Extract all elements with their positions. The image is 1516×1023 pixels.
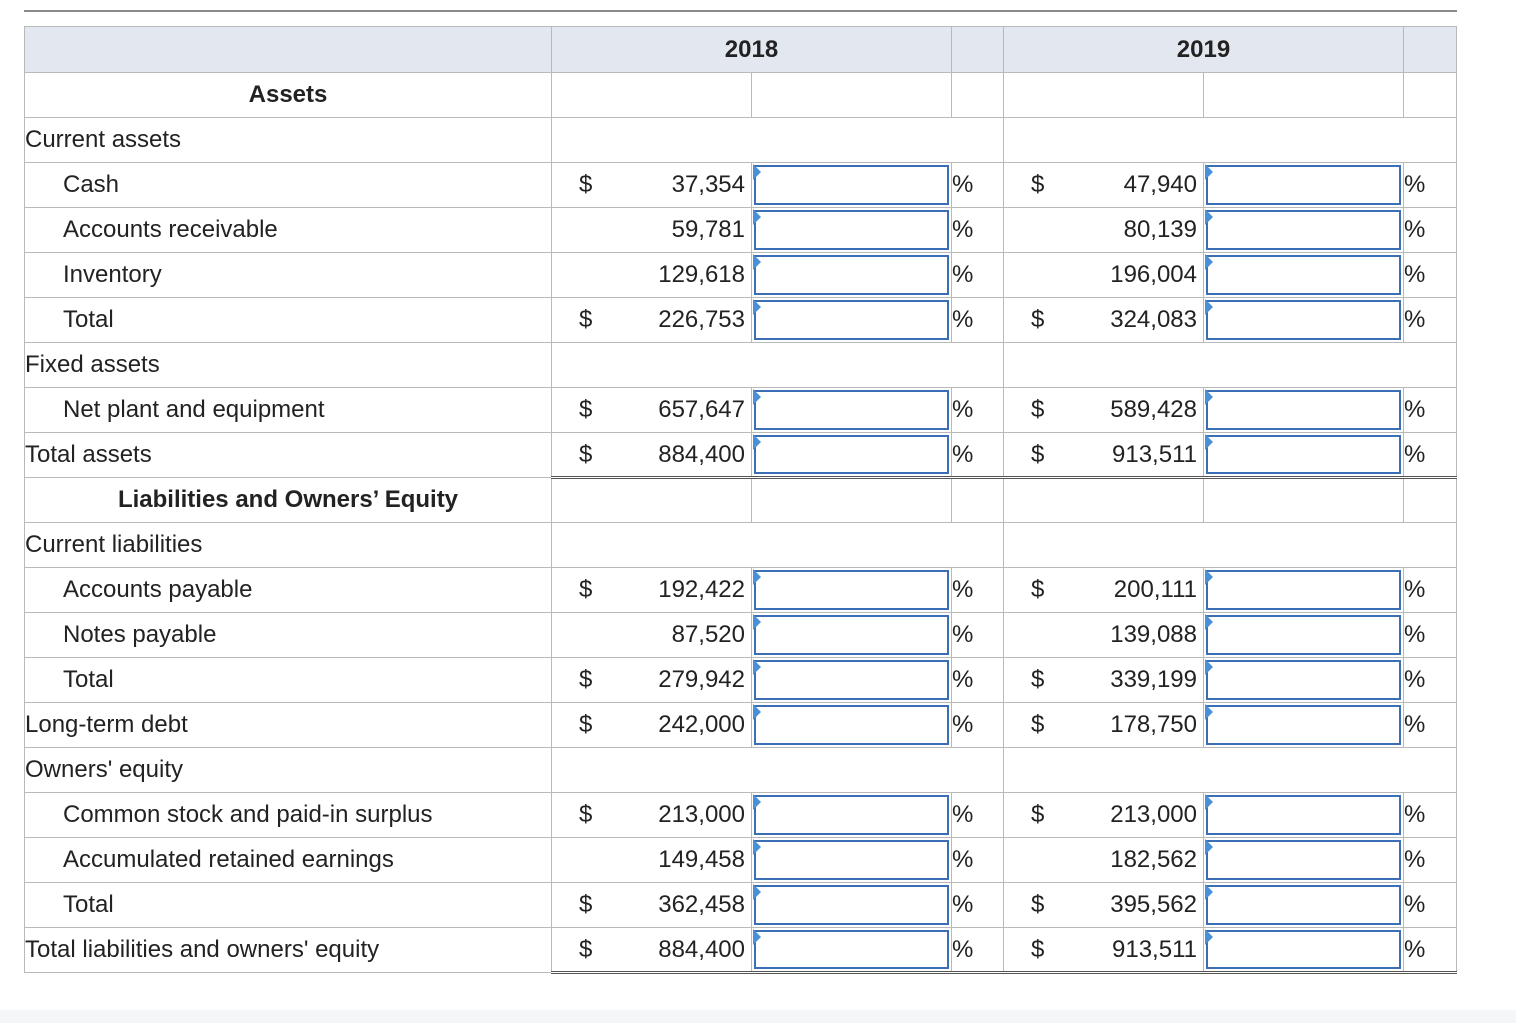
percent-sign: % (952, 208, 1004, 253)
percent-input-2019[interactable] (1204, 658, 1404, 703)
input-flag-icon (1205, 569, 1213, 585)
input-flag-icon (1205, 839, 1213, 855)
percent-input-2018[interactable] (752, 793, 952, 838)
row-label: Long-term debt (25, 703, 552, 748)
input-flag-icon (753, 569, 761, 585)
section-row-fixed-assets (25, 343, 1457, 388)
value-2019: 182,562 (1004, 838, 1204, 883)
dollar-sign: $ (579, 396, 593, 423)
value-2019: 139,088 (1004, 613, 1204, 658)
value-2019: $ 339,199 (1004, 658, 1204, 703)
input-flag-icon (753, 434, 761, 450)
input-flag-icon (753, 884, 761, 900)
input-flag-icon (1205, 884, 1213, 900)
percent-input-2019[interactable] (1204, 163, 1404, 208)
input-flag-icon (753, 839, 761, 855)
percent-input-2018[interactable] (752, 613, 952, 658)
percent-sign: % (1404, 658, 1457, 703)
percent-sign: % (952, 793, 1004, 838)
value-2018: $ 279,942 (552, 658, 752, 703)
table-row (25, 388, 1457, 433)
percent-input-2019[interactable] (1204, 298, 1404, 343)
header-blank (25, 27, 552, 73)
percent-input-2018[interactable] (752, 253, 952, 298)
percent-sign: % (952, 253, 1004, 298)
row-label: Common stock and paid-in surplus (25, 793, 552, 838)
input-flag-icon (1205, 614, 1213, 630)
percent-sign: % (1404, 928, 1457, 973)
value-2019: $ 200,111 (1004, 568, 1204, 613)
dollar-sign: $ (1031, 801, 1045, 828)
value-2018: $ 37,354 (552, 163, 752, 208)
dollar-sign: $ (1031, 666, 1045, 693)
fixed-assets-heading: Fixed assets (25, 343, 552, 388)
percent-input-2018[interactable] (752, 433, 952, 478)
percent-sign: % (1404, 568, 1457, 613)
value-2018: $ 213,000 (552, 793, 752, 838)
input-flag-icon (1205, 929, 1213, 945)
header-blank (1404, 27, 1457, 73)
assets-heading: Assets (25, 73, 552, 118)
row-label: Notes payable (25, 613, 552, 658)
input-flag-icon (753, 209, 761, 225)
percent-input-2018[interactable] (752, 298, 952, 343)
input-flag-icon (1205, 299, 1213, 315)
percent-input-2018[interactable] (752, 163, 952, 208)
table-row (25, 793, 1457, 838)
liab-equity-heading: Liabilities and Owners’ Equity (25, 478, 552, 523)
value-2019: $ 47,940 (1004, 163, 1204, 208)
percent-sign: % (952, 433, 1004, 478)
top-rule (24, 10, 1457, 12)
percent-input-2019[interactable] (1204, 928, 1404, 973)
input-flag-icon (1205, 434, 1213, 450)
percent-input-2019[interactable] (1204, 433, 1404, 478)
current-assets-heading: Current assets (25, 118, 552, 163)
dollar-sign: $ (1031, 576, 1045, 603)
percent-input-2019[interactable] (1204, 703, 1404, 748)
percent-sign: % (952, 298, 1004, 343)
table-row (25, 658, 1457, 703)
percent-sign: % (1404, 793, 1457, 838)
value-2019: $ 589,428 (1004, 388, 1204, 433)
percent-sign: % (1404, 163, 1457, 208)
percent-sign: % (952, 388, 1004, 433)
percent-input-2018[interactable] (752, 703, 952, 748)
table-row (25, 163, 1457, 208)
value-2019: $ 913,511 (1004, 928, 1204, 973)
dollar-sign: $ (579, 576, 593, 603)
percent-input-2018[interactable] (752, 883, 952, 928)
section-row-assets (25, 73, 1457, 118)
input-flag-icon (1205, 254, 1213, 270)
dollar-sign: $ (1031, 306, 1045, 333)
percent-input-2019[interactable] (1204, 568, 1404, 613)
current-liabilities-heading: Current liabilities (25, 523, 552, 568)
dollar-sign: $ (1031, 891, 1045, 918)
value-2018: $ 226,753 (552, 298, 752, 343)
bottom-strip (0, 1010, 1516, 1023)
percent-sign: % (1404, 703, 1457, 748)
year-2019-header: 2019 (1004, 27, 1404, 73)
table-row (25, 883, 1457, 928)
value-2018: 129,618 (552, 253, 752, 298)
percent-sign: % (952, 883, 1004, 928)
table-row (25, 703, 1457, 748)
dollar-sign: $ (579, 935, 593, 963)
input-flag-icon (753, 929, 761, 945)
value-2018: $ 242,000 (552, 703, 752, 748)
percent-input-2019[interactable] (1204, 883, 1404, 928)
dollar-sign: $ (579, 711, 593, 738)
percent-sign: % (952, 838, 1004, 883)
percent-sign: % (1404, 433, 1457, 478)
table-row (25, 253, 1457, 298)
header-blank (952, 27, 1004, 73)
percent-input-2018[interactable] (752, 658, 952, 703)
table-row (25, 298, 1457, 343)
input-flag-icon (753, 794, 761, 810)
input-flag-icon (753, 389, 761, 405)
section-row-current-assets (25, 118, 1457, 163)
header-row (25, 27, 1457, 73)
dollar-sign: $ (1031, 440, 1045, 468)
dollar-sign: $ (1031, 935, 1045, 963)
value-2018: $ 192,422 (552, 568, 752, 613)
percent-input-2019[interactable] (1204, 793, 1404, 838)
percent-input-2019[interactable] (1204, 838, 1404, 883)
input-flag-icon (1205, 659, 1213, 675)
row-label: Inventory (25, 253, 552, 298)
value-2018: $ 884,400 (552, 433, 752, 478)
year-2018-header: 2018 (552, 27, 952, 73)
percent-input-2018[interactable] (752, 928, 952, 973)
input-flag-icon (1205, 209, 1213, 225)
input-flag-icon (753, 299, 761, 315)
dollar-sign: $ (579, 306, 593, 333)
dollar-sign: $ (579, 801, 593, 828)
owners-equity-heading: Owners' equity (25, 748, 552, 793)
row-label: Accumulated retained earnings (25, 838, 552, 883)
percent-sign: % (1404, 388, 1457, 433)
dollar-sign: $ (1031, 711, 1045, 738)
dollar-sign: $ (579, 666, 593, 693)
input-flag-icon (753, 254, 761, 270)
table-row (25, 208, 1457, 253)
input-flag-icon (1205, 389, 1213, 405)
value-2019: $ 324,083 (1004, 298, 1204, 343)
percent-input-2018[interactable] (752, 208, 952, 253)
section-row-owners-equity (25, 748, 1457, 793)
value-2018: $ 884,400 (552, 928, 752, 973)
section-row-current-liabilities (25, 523, 1457, 568)
input-flag-icon (1205, 704, 1213, 720)
row-label: Total (25, 658, 552, 703)
input-flag-icon (1205, 164, 1213, 180)
table-row (25, 838, 1457, 883)
input-flag-icon (753, 659, 761, 675)
percent-input-2018[interactable] (752, 388, 952, 433)
dollar-sign: $ (1031, 396, 1045, 423)
percent-sign: % (952, 163, 1004, 208)
percent-sign: % (1404, 838, 1457, 883)
value-2018: 87,520 (552, 613, 752, 658)
input-flag-icon (753, 704, 761, 720)
value-2018: $ 657,647 (552, 388, 752, 433)
dollar-sign: $ (579, 171, 593, 198)
value-2019: 196,004 (1004, 253, 1204, 298)
percent-input-2019[interactable] (1204, 253, 1404, 298)
value-2019: $ 178,750 (1004, 703, 1204, 748)
row-label: Total (25, 883, 552, 928)
percent-sign: % (952, 928, 1004, 973)
row-label: Accounts receivable (25, 208, 552, 253)
percent-sign: % (1404, 208, 1457, 253)
input-flag-icon (753, 614, 761, 630)
common-size-balance-sheet (24, 26, 1457, 974)
table-row (25, 568, 1457, 613)
value-2019: 80,139 (1004, 208, 1204, 253)
percent-input-2018[interactable] (752, 568, 952, 613)
percent-sign: % (952, 703, 1004, 748)
value-2019: $ 913,511 (1004, 433, 1204, 478)
value-2018: 149,458 (552, 838, 752, 883)
percent-sign: % (952, 568, 1004, 613)
dollar-sign: $ (1031, 171, 1045, 198)
dollar-sign: $ (579, 891, 593, 918)
row-label: Total liabilities and owners' equity (25, 928, 552, 973)
row-label: Net plant and equipment (25, 388, 552, 433)
value-2019: $ 213,000 (1004, 793, 1204, 838)
row-label: Total assets (25, 433, 552, 478)
value-2019: $ 395,562 (1004, 883, 1204, 928)
value-2018: 59,781 (552, 208, 752, 253)
percent-input-2019[interactable] (1204, 208, 1404, 253)
row-label: Cash (25, 163, 552, 208)
row-label: Accounts payable (25, 568, 552, 613)
row-label: Total (25, 298, 552, 343)
table-row (25, 613, 1457, 658)
percent-input-2019[interactable] (1204, 388, 1404, 433)
dollar-sign: $ (579, 440, 593, 468)
table-row (25, 433, 1457, 478)
table-row (25, 928, 1457, 973)
input-flag-icon (1205, 794, 1213, 810)
percent-sign: % (952, 658, 1004, 703)
section-row-liab-equity (25, 478, 1457, 523)
percent-sign: % (1404, 613, 1457, 658)
percent-sign: % (1404, 253, 1457, 298)
percent-input-2019[interactable] (1204, 613, 1404, 658)
percent-sign: % (1404, 298, 1457, 343)
percent-sign: % (1404, 883, 1457, 928)
input-flag-icon (753, 164, 761, 180)
percent-sign: % (952, 613, 1004, 658)
value-2018: $ 362,458 (552, 883, 752, 928)
percent-input-2018[interactable] (752, 838, 952, 883)
